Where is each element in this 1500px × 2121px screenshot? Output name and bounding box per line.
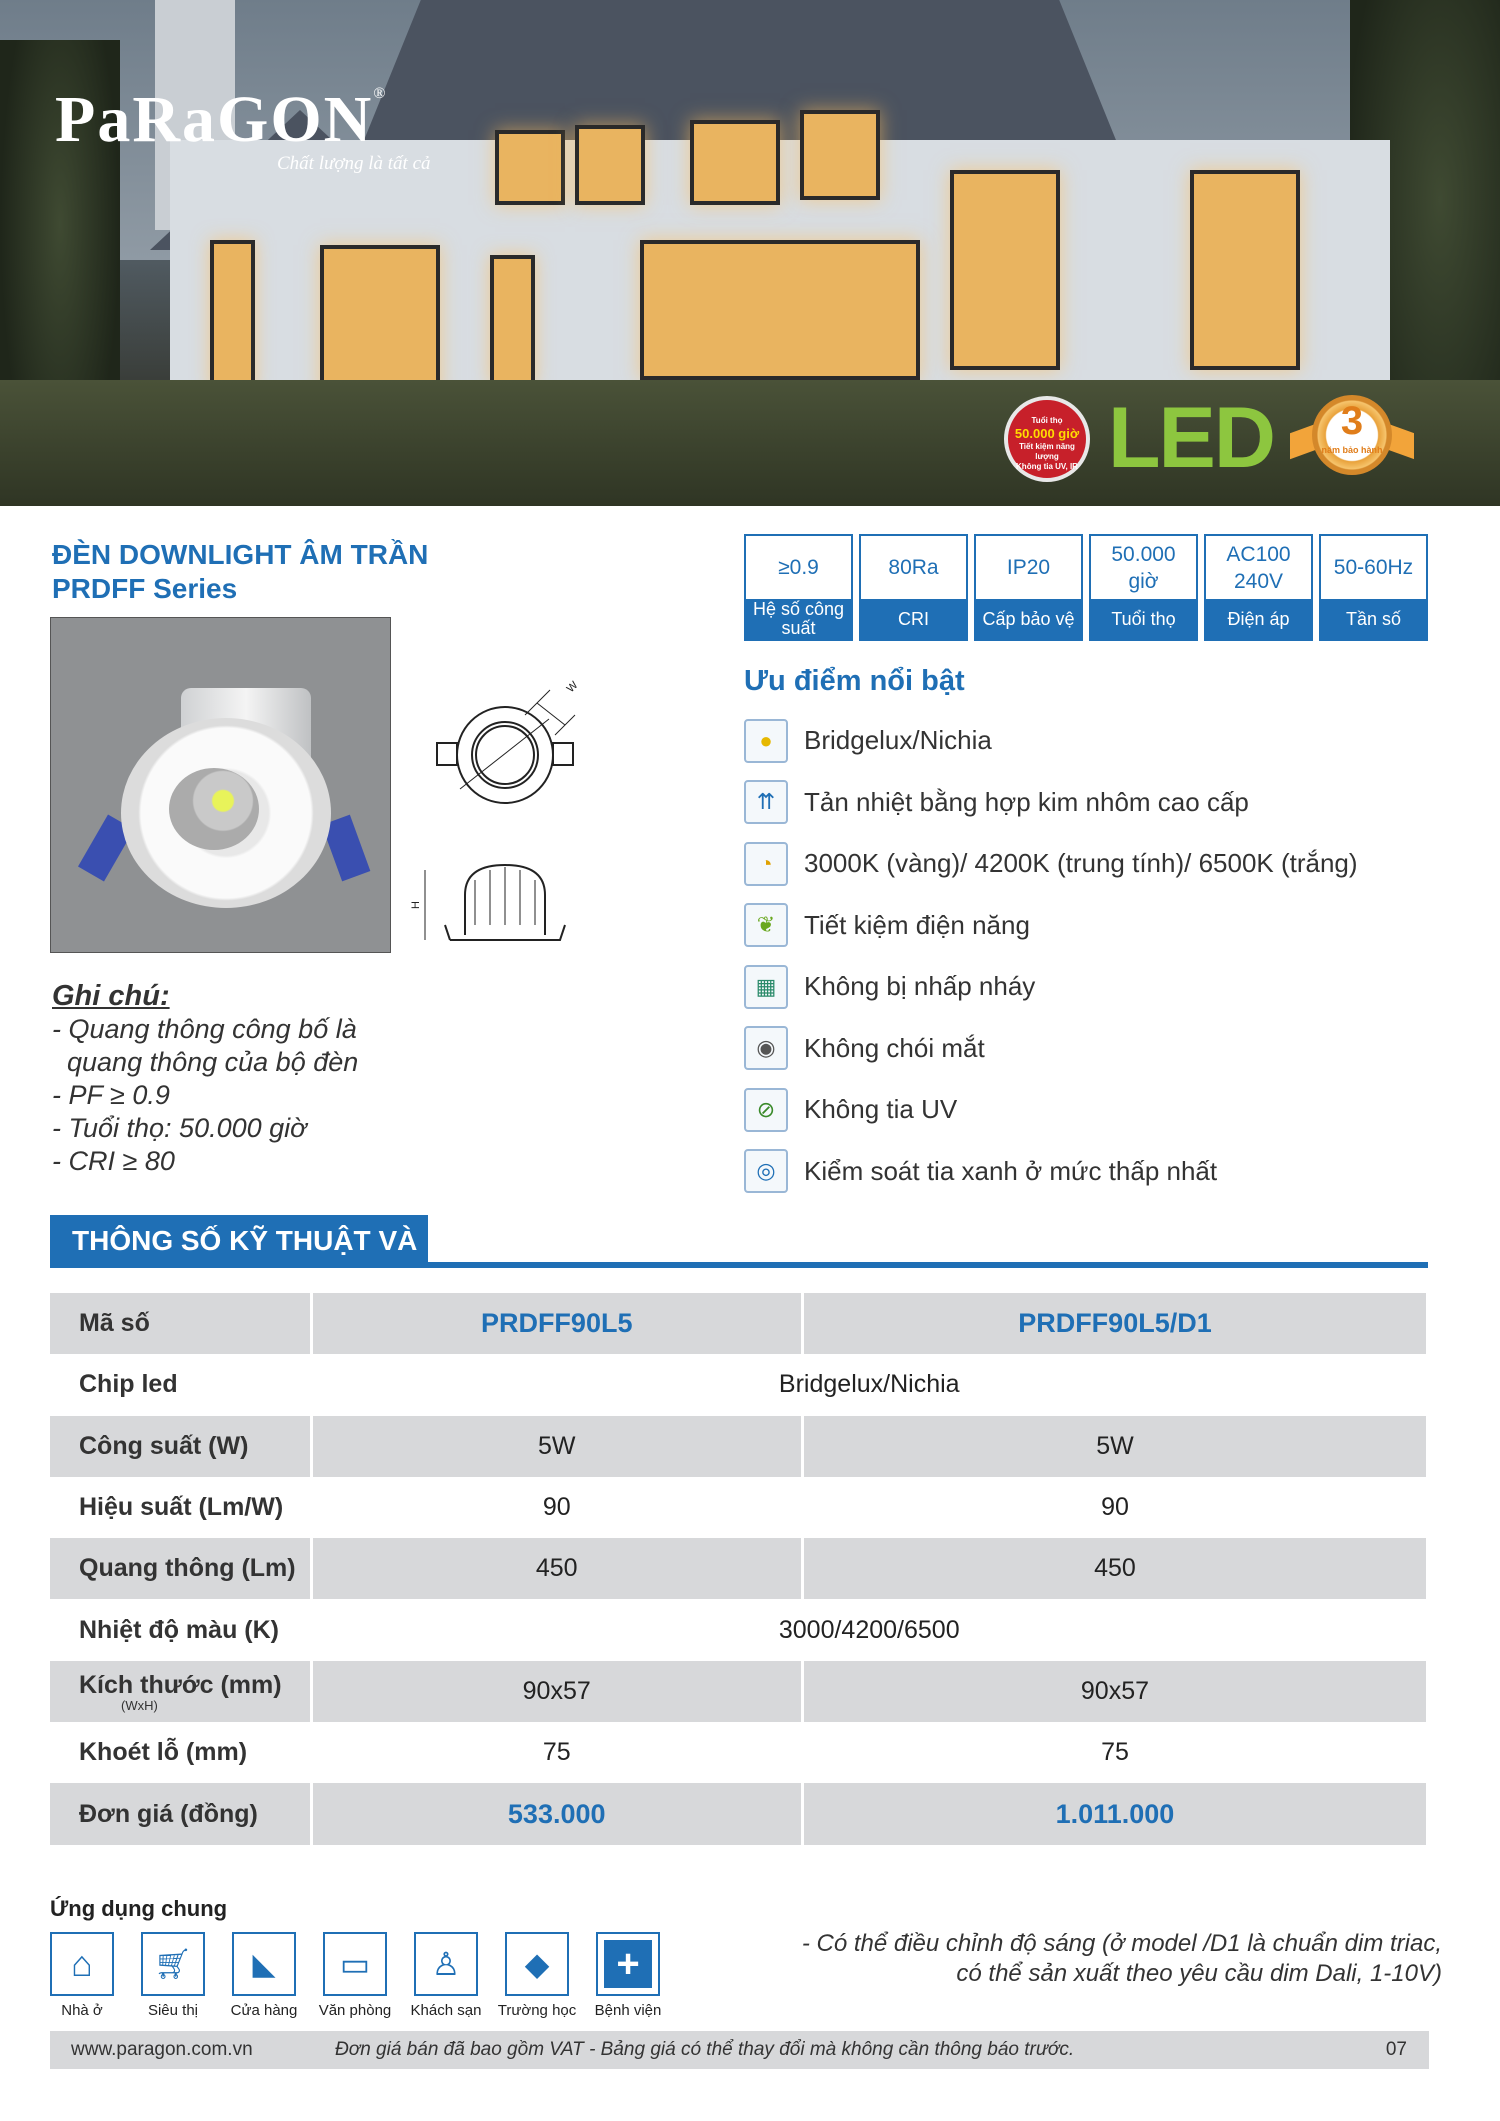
application-item: ▭ Văn phòng [323, 1932, 387, 2019]
color-temperature-icon: ◔ [744, 842, 788, 886]
price-disclaimer: Đơn giá bán đã bao gồm VAT - Bảng giá có thể thay đổi mà không cần thông báo trước. [335, 2039, 1075, 2060]
spec-box-lifetime: 50.000 giờ Tuổi thọ [1089, 534, 1198, 641]
price: 1.011.000 [802, 1783, 1427, 1844]
house-icon: ⌂ [50, 1932, 114, 1996]
spec-box-ip: IP20 Cấp bảo vệ [974, 534, 1083, 641]
section-title: THÔNG SỐ KỸ THUẬT VÀ [50, 1215, 428, 1267]
house-window [495, 130, 565, 205]
advantage-item: ● Bridgelux/Nichia [744, 710, 1358, 772]
house-window [640, 240, 920, 380]
slogan: Chất lượng là tất cả [277, 153, 431, 174]
advantage-item: ⊘ Không tia UV [744, 1079, 1358, 1141]
advantages-title: Ưu điểm nổi bật [744, 665, 965, 697]
note-line: - CRI ≥ 80 [52, 1146, 175, 1176]
hero-image [0, 0, 1500, 506]
cob-chip-icon: ● [744, 719, 788, 763]
spec-box-power-factor: ≥0.9 Hệ số công suất [744, 534, 853, 641]
applications-list [50, 1932, 660, 2019]
application-item: ◆ Trường học [505, 1932, 569, 2019]
spec-price-table [50, 1293, 1429, 1845]
technical-drawing [410, 665, 605, 965]
no-flicker-icon: ▦ [744, 965, 788, 1009]
house-window [575, 125, 645, 205]
bellboy-icon: ♙ [414, 1932, 478, 1996]
lifetime-badge: Tuổi thọ 50.000 giờ Tiết kiệm năng lượng Không tia UV, IR [1004, 396, 1090, 482]
house-window [1190, 170, 1300, 370]
shopping-cart-icon: 🛒︎ [141, 1932, 205, 1996]
note-line: - Quang thông công bố là [52, 1014, 357, 1044]
note-line: - Tuổi thọ: 50.000 giờ [52, 1113, 307, 1143]
energy-saving-icon: ❦ [744, 903, 788, 947]
table-row: Kích thước (mm) (WxH) 90x57 90x57 [50, 1661, 1428, 1722]
table-row: Công suất (W) 5W 5W [50, 1416, 1428, 1477]
advantage-item: ◉ Không chói mắt [744, 1018, 1358, 1080]
led-logo: LED [1108, 390, 1274, 486]
house-window [950, 170, 1060, 370]
advantage-item: ◎ Kiểm soát tia xanh ở mức thấp nhất [744, 1141, 1358, 1203]
application-item: ♙ Khách sạn [414, 1932, 478, 2019]
website-link[interactable]: www.paragon.com.vn [71, 2039, 253, 2060]
paragon-logo: PaRaGON® Chất lượng là tất cả [55, 83, 431, 174]
spec-box-frequency: 50-60Hz Tần số [1319, 534, 1428, 641]
blue-light-filter-icon: ◎ [744, 1149, 788, 1193]
notes-heading: Ghi chú: [52, 980, 170, 1012]
width-label: W [564, 679, 581, 696]
advantages-list [744, 710, 1358, 1202]
advantage-item: ◔ 3000K (vàng)/ 4200K (trung tính)/ 6500K (trắng) [744, 833, 1358, 895]
page-number: 07 [1385, 2039, 1407, 2060]
height-label: H [410, 901, 422, 909]
application-item: ⌂ Nhà ở [50, 1932, 114, 2019]
house-window [490, 255, 535, 385]
table-row-price: Đơn giá (đồng) 533.000 1.011.000 [50, 1783, 1428, 1844]
note-line: quang thông của bộ đèn [67, 1047, 359, 1077]
application-item: + Bệnh viện [596, 1932, 660, 2019]
model-name: PRDFF90L5 [311, 1293, 802, 1354]
computer-icon: ▭ [323, 1932, 387, 1996]
product-photo [50, 617, 391, 953]
price: 533.000 [311, 1783, 802, 1844]
table-header-row [50, 1293, 1428, 1354]
application-item: 🛒︎ Siêu thị [141, 1932, 205, 2019]
dimming-note: - Có thể điều chỉnh độ sáng (ở model /D1 là chuẩn dim triac, có thể sản xuất theo yêu cầu dim Dali, 1-10V) [801, 1930, 1442, 1987]
advantage-item: ⇈ Tản nhiệt bằng hợp kim nhôm cao cấp [744, 772, 1358, 834]
house-window [210, 240, 255, 390]
note-line: - PF ≥ 0.9 [52, 1080, 170, 1110]
spec-box-voltage: AC100 240V Điện áp [1204, 534, 1313, 641]
table-row: Quang thông (Lm) 450 450 [50, 1538, 1428, 1599]
house-window [800, 110, 880, 200]
model-name: PRDFF90L5/D1 [802, 1293, 1427, 1354]
spec-boxes [744, 534, 1428, 641]
table-row: Hiệu suất (Lm/W) 90 90 [50, 1477, 1428, 1538]
application-item: ◣ Cửa hàng [232, 1932, 296, 2019]
no-uv-icon: ⊘ [744, 1088, 788, 1132]
hospital-cross-icon: + [596, 1932, 660, 1996]
product-series: PRDFF Series [52, 573, 238, 604]
advantage-item: ❦ Tiết kiệm điện năng [744, 895, 1358, 957]
heat-sink-icon: ⇈ [744, 780, 788, 824]
eye-icon: ◉ [744, 1026, 788, 1070]
graduation-cap-icon: ◆ [505, 1932, 569, 1996]
table-row: Khoét lỗ (mm) 75 75 [50, 1722, 1428, 1783]
product-title: ĐÈN DOWNLIGHT ÂM TRẦN PRDFF Series [52, 539, 429, 604]
table-row: Chip led Bridgelux/Nichia [50, 1354, 1428, 1415]
applications-title: Ứng dụng chung [50, 1896, 228, 1921]
table-row: Nhiệt độ màu (K) 3000/4200/6500 [50, 1599, 1428, 1660]
footer [50, 2031, 1429, 2069]
lawn [0, 380, 1500, 506]
table-header-label: Mã số [50, 1293, 311, 1354]
advantage-item: ▦ Không bị nhấp nháy [744, 956, 1358, 1018]
high-heel-icon: ◣ [232, 1932, 296, 1996]
house-window [690, 120, 780, 205]
warranty-badge: 3 năm bảo hành [1290, 395, 1410, 485]
spec-box-cri: 80Ra CRI [859, 534, 968, 641]
house-window [320, 245, 440, 395]
size-sublabel: (WxH) [121, 1697, 158, 1713]
notes [52, 980, 358, 1178]
